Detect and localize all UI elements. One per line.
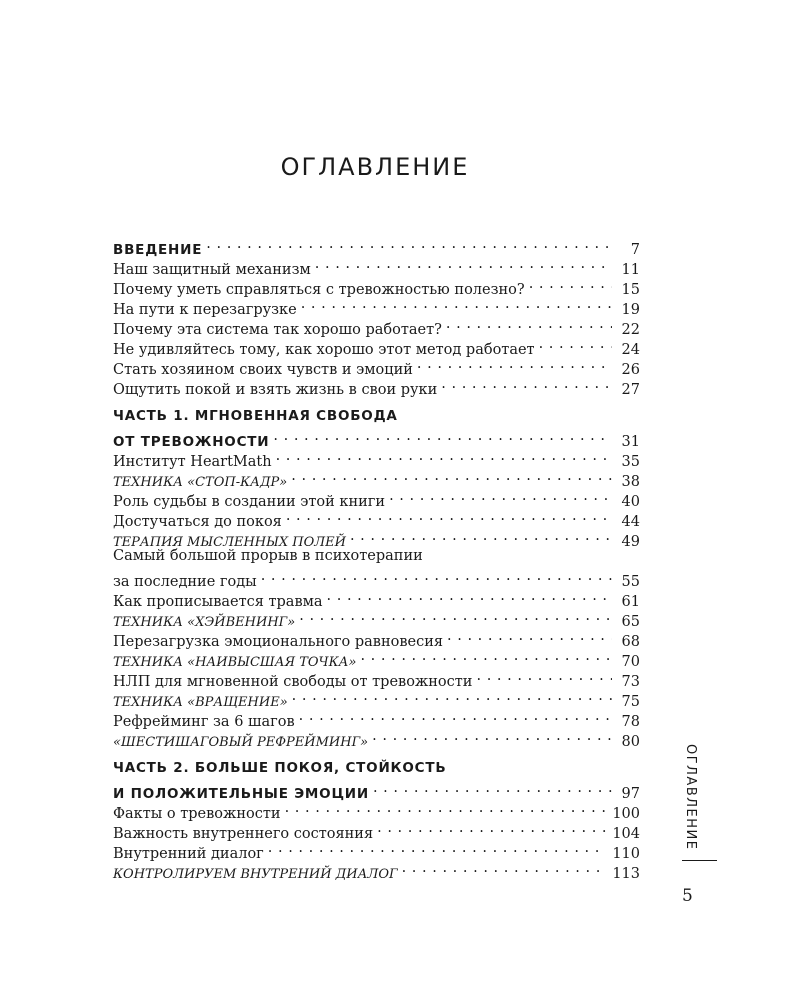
toc-entry-title: Рефрейминг за 6 шагов xyxy=(113,714,295,730)
toc-section-heading[interactable] xyxy=(113,778,640,802)
dot-leader xyxy=(527,274,612,294)
toc-entry-title: Институт HeartMath xyxy=(113,454,272,470)
dot-leader xyxy=(297,706,612,726)
dot-leader xyxy=(290,686,612,706)
toc-entry-title: Перезагрузка эмоционального равновесия xyxy=(113,634,444,650)
toc-entry-title: Не удивляйтесь тому, как хорошо этот метод работает xyxy=(113,342,535,358)
toc-page-number: 35 xyxy=(621,454,640,470)
dot-leader xyxy=(375,818,606,838)
toc-page-number: 110 xyxy=(612,846,640,862)
toc-entry-title: ТЕХНИКА «НАИВЫСШАЯ ТОЧКА» xyxy=(113,655,357,670)
toc-page-number: 70 xyxy=(621,654,640,670)
toc-page-number: 40 xyxy=(621,494,640,510)
toc-page-number: 97 xyxy=(621,786,640,802)
toc-entry-title: ТЕХНИКА «ВРАЩЕНИЕ» xyxy=(113,695,288,710)
dot-leader xyxy=(297,606,612,626)
toc-page-number: 68 xyxy=(621,634,640,650)
dot-leader xyxy=(445,626,612,646)
toc-page-number: 15 xyxy=(621,282,640,298)
toc-page-number: 49 xyxy=(621,534,640,550)
toc-entry-title: Факты о тревожности xyxy=(113,806,281,822)
toc-page-number: 113 xyxy=(612,866,640,882)
toc-entry-title: Как прописывается травма xyxy=(113,594,323,610)
toc-page-number: 100 xyxy=(612,806,640,822)
toc-entry-title: ВВЕДЕНИЕ xyxy=(113,242,203,258)
toc-page-number: 31 xyxy=(621,434,640,450)
dot-leader xyxy=(283,798,607,818)
toc-page-number: 78 xyxy=(621,714,640,730)
toc-entry-title: ТЕРАПИЯ МЫСЛЕННЫХ ПОЛЕЙ xyxy=(113,535,346,550)
dot-leader xyxy=(444,314,612,334)
toc-entry-title: Стать хозяином своих чувств и эмоций xyxy=(113,362,413,378)
toc-entry-title: Важность внутреннего состояния xyxy=(113,826,374,842)
dot-leader xyxy=(348,526,612,546)
toc-entry-title-line: ЧАСТЬ 2. БОЛЬШЕ ПОКОЯ, СТОЙКОСТЬ xyxy=(113,760,447,776)
toc-entry[interactable] xyxy=(113,566,640,590)
toc-page-number: 26 xyxy=(621,362,640,378)
dot-leader xyxy=(271,426,612,446)
toc-section xyxy=(113,758,640,882)
toc-page-number: 22 xyxy=(621,322,640,338)
toc-page-number: 73 xyxy=(621,674,640,690)
dot-leader xyxy=(313,254,612,274)
toc-page-number: 19 xyxy=(621,302,640,318)
dot-leader xyxy=(439,374,612,394)
dot-leader xyxy=(474,666,612,686)
toc-entry-title: Наш защитный механизм xyxy=(113,262,311,278)
toc-entry-title: Почему эта система так хорошо работает? xyxy=(113,322,442,338)
table-of-contents xyxy=(113,234,640,890)
toc-page-number: 27 xyxy=(621,382,640,398)
toc-entry-title: На пути к перезагрузке xyxy=(113,302,297,318)
toc-page-number: 75 xyxy=(621,694,640,710)
page-number: 5 xyxy=(682,886,693,906)
dot-leader xyxy=(266,838,607,858)
toc-page-number: 61 xyxy=(621,594,640,610)
toc-page-number: 80 xyxy=(621,734,640,750)
toc-entry-title: «ШЕСТИШАГОВЫЙ РЕФРЕЙМИНГ» xyxy=(113,735,369,750)
toc-page-number: 44 xyxy=(621,514,640,530)
toc-entry-title: И ПОЛОЖИТЕЛЬНЫЕ ЭМОЦИИ xyxy=(113,786,369,802)
toc-section-heading[interactable] xyxy=(113,234,640,258)
toc-page-number: 65 xyxy=(621,614,640,630)
dot-leader xyxy=(400,858,607,878)
running-header: ОГЛАВЛЕНИЕ xyxy=(683,744,698,851)
toc-page-number: 38 xyxy=(621,474,640,490)
toc-page-number: 11 xyxy=(621,262,640,278)
dot-leader xyxy=(370,726,612,746)
dot-leader xyxy=(299,294,612,314)
toc-section-heading[interactable] xyxy=(113,426,640,450)
toc-entry-title: ОТ ТРЕВОЖНОСТИ xyxy=(113,434,270,450)
toc-entry-title: Роль судьбы в создании этой книги xyxy=(113,494,386,510)
dot-leader xyxy=(387,486,612,506)
toc-entry-title: Внутренний диалог xyxy=(113,846,264,862)
toc-section xyxy=(113,406,640,750)
dot-leader xyxy=(371,778,612,798)
toc-entry-title: ТЕХНИКА «ХЭЙВЕНИНГ» xyxy=(113,615,296,630)
toc-page-number: 24 xyxy=(621,342,640,358)
toc-entry-title-line: Самый большой прорыв в психотерапии xyxy=(113,548,423,564)
dot-leader xyxy=(289,466,612,486)
page-title: ОГЛАВЛЕНИЕ xyxy=(280,153,470,181)
dot-leader xyxy=(274,446,612,466)
toc-entry-title: за последние годы xyxy=(113,574,257,590)
toc-entry-title-line: ЧАСТЬ 1. МГНОВЕННАЯ СВОБОДА xyxy=(113,408,398,424)
dot-leader xyxy=(204,234,612,254)
toc-entry-title: Достучаться до покоя xyxy=(113,514,282,530)
dot-leader xyxy=(259,566,612,586)
toc-entry-title: НЛП для мгновенной свободы от тревожности xyxy=(113,674,473,690)
toc-entry-title: ТЕХНИКА «СТОП-КАДР» xyxy=(113,475,288,490)
dot-leader xyxy=(325,586,612,606)
toc-entry-title: Почему уметь справляться с тревожностью полезно? xyxy=(113,282,525,298)
toc-page-number: 55 xyxy=(621,574,640,590)
dot-leader xyxy=(537,334,612,354)
dot-leader xyxy=(358,646,612,666)
toc-entry-title: Ощутить покой и взять жизнь в свои руки xyxy=(113,382,438,398)
dot-leader xyxy=(284,506,612,526)
toc-page-number: 7 xyxy=(630,242,640,258)
toc-section xyxy=(113,234,640,398)
toc-entry-title: КОНТРОЛИРУЕМ ВНУТРЕНИЙ ДИАЛОГ xyxy=(113,867,398,882)
header-rule xyxy=(682,860,717,861)
dot-leader xyxy=(415,354,612,374)
toc-page-number: 104 xyxy=(612,826,640,842)
